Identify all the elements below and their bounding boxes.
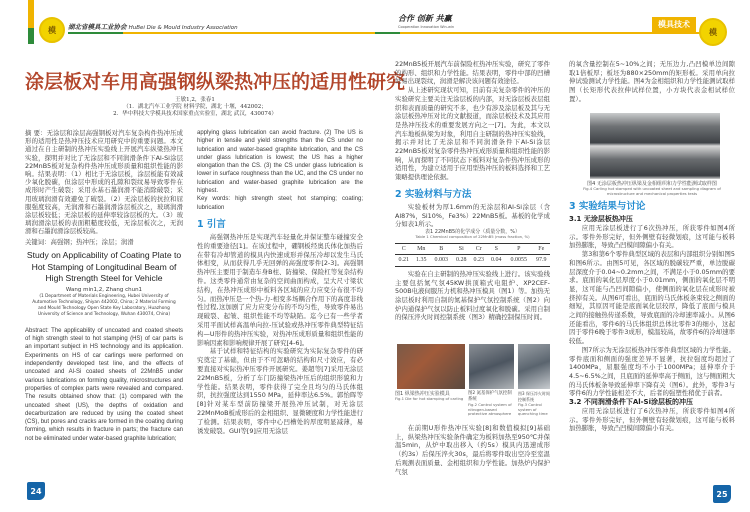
figure-3-image [518, 344, 550, 389]
table-header-row [395, 243, 550, 255]
right-col2-paragraph-1: 的氧含量控制在5~10%之间；无压边力,凸凹模单边间隙取1倍板厚；板坯为880×250mm的矩形板。采用单向拉伸试验测试力学性能。图4为金相组织和力学性能测试取样图（长矩形代表拉伸试样位置，小方块代表金相试样位置）。 [569, 60, 735, 103]
figure-2-caption [468, 391, 516, 417]
page-number-left: 24 [27, 482, 45, 500]
figure-3-caption-cn: 图3 保压淬火时间控制系统 [518, 391, 550, 402]
abstract-en-part2: applying glass lubrication can avoid fracture. (2) The US is higher in tensile and yield strengths than the CS under no lubrication and water-based graphite lubrication, and the CS under glass lubrication is lowest; the US has a higher elongation than the CS. (3) the CS under glass lubrication is lower in surface roughness than the UC, and the CS under no lubrication and water-based graphite lubrication are the highest. [197, 130, 363, 195]
slogan: 合作 创新 共赢 [398, 14, 452, 23]
header-rule-yellow [123, 32, 375, 34]
table-row [395, 255, 550, 267]
abstract-en-part1: Abstract: The applicability of uncoated and coated sheets of high strength steel to hot stamping (HS) of car parts is an important subject in HS technology and its application. Experiments on HS of car carlings were performed on independently developed test line, and the effects of uncoated and Al-Si coated sheets of 22MnB5 under various lubrications on forming quality, microstructures and properties of complex parts were revealed and compared. The results obtained show that: (1) compared with the uncoated sheet (US), the depths of oxidation and decarburization are reduced by using the coated sheet (CS), but pores and cracks are formed in the coating during forming, which results in fracture in parts; the fracture can not be eliminated under water-based graphite lubrication; [25, 327, 183, 442]
title-en: Study on Applicability of Coating Plate to Hot Stamping of Longitudinal Beam of High Strength Steel for Vehicle [26, 250, 182, 284]
section-3-heading: 3 实验结果与讨论 [569, 201, 646, 212]
table-header-cell: Mn [417, 245, 426, 252]
figure-2-caption-en: Fig.2 Control system of nitrogen-based protective atmosphere [468, 402, 512, 417]
header-rule-green [68, 32, 123, 34]
figure-4-image [590, 113, 720, 179]
authors: 王敏1,2，张春1 [175, 97, 215, 103]
figure-3-caption-en: Fig.3 Control system of quenching time [518, 402, 548, 417]
section-tag: 模具技术 [652, 17, 696, 32]
left-column-2 [197, 129, 363, 435]
section-3-1-heading: 3.1 无涂层板热冲压 [569, 215, 633, 223]
affiliation-1: （1．湖北汽车工业学院 材料学院，湖北 十堰，442002； [123, 104, 267, 110]
table-cell: 0.28 [456, 257, 467, 264]
section-2-paragraph-3-text: 在前期U形件热冲压实验[8]和数值模拟[9]基础上，纵梁热冲压实验条件确定为板料加热至950℃并保温5min，从炉中取出移入（约5s）模具内迅速成形（约3s）后保压淬火30s，最后将零件取出空冷至室温后观测表面质量、金相组织和力学性能。加热炉内保护气氛 [395, 424, 550, 476]
figure-2-image [469, 344, 514, 389]
figure-4-caption [569, 181, 735, 196]
section-3-2-paragraph-1: 应用无涂层板进行了6次热冲压，所获零件如图4所示。零件外形完好，但外侧壁有轻微划痕，这可能与板料加热膨胀，导致凸凹模间隙偏小有关。 [569, 407, 735, 433]
figure-1-caption [395, 391, 467, 402]
page-number-right: 25 [713, 485, 731, 503]
section-3-1-paragraph-2: 第3和第6个零件典型区域的表层和内部组织分别如图5和图6所示。由图5可见，各区域的脱碳较严重，单边脱碳层深度介于0.04~0.2mm之间，不满足小于0.05mm的要求。底面的氧化层厚度小于0.01mm，侧面的氧化层不明显，这可能与凸凹间隙偏小，使侧面的氧化层在成形时被挤掉有关。从图6可看出，底面的马氏体板条束较之侧面的细短，其原因可能是底面氧化层较厚，降低了底面与模具之间的接触热传递系数，导致底面的冷却速率减小。从图6还能看出，零件6的马氏体组织总体比零件3的细小，这起因于零件6晚于零件3成形，模温较高，故零件6的冷却速率较低。 [569, 250, 735, 346]
section-2-paragraph-1: 实验板材为厚1.6mm的无涂层和Al-Si涂层（含Al87%，Si10%，Fe3%）22MnB5板。基板的化学成分如表1所示。 [395, 202, 550, 229]
keywords-cn: 关键词：高强钢；热冲压；涂层；润滑 [25, 237, 134, 246]
right-paragraph-1: 22MnB5板开展汽车前保险杠热冲压实验，研究了零件的构形、组织和力学性能。结果表明，零件中部的凹槽处易出现裂纹，润滑是解决该问题有效途径。 [395, 60, 550, 86]
section-2-heading: 2 实验材料与方法 [395, 188, 472, 200]
affiliation-en: (1 Department of Materials Engineering, Hubei University of Automotive Technology, Shiyan 442002, China; 2 Material Forming and Mould Technology Open State Key Laboratory, Huazhong University of Science and Technology, Wuhan 430074, China) [32, 293, 176, 317]
figure-2-caption-cn: 图2 氮基保护气氛控制系统 [468, 391, 512, 402]
section-3-1-paragraph-1: 应用无涂层板进行了6次热冲压，所获零件如图4所示。零件外形完好，但外侧壁有轻微划痕，这可能与板料加热膨胀，导致凸凹模间隙偏小有关。 [569, 224, 735, 250]
association-name-cn: 湖北省模具工业协会 [68, 23, 127, 31]
table-cell: 0.003 [434, 257, 448, 264]
table-1-caption-en: Table 1 Chemical composition of 22MnB5 (mass fraction, %) [415, 233, 530, 239]
abstract-cn: 摘 要：无涂层和涂层高强钢板对汽车复杂构件热冲压成形的适用性是热冲压技术应用研究中的重要问题。本文通过在自主研制的热冲压实验线上开展汽车纵梁热冲压实验，探明并对比了无涂层和不同润滑条件下Al-Si涂层22MnB5板对复杂构件热冲压成形质量和组织性能的影响。结果表明：（1）相比于无涂层板，涂层板能有效减少氧化脱碳，但涂层中形成的孔隙和裂纹易导致零件在成形时产生破裂；采用水基石墨润滑不能消除破裂；采用玻璃润滑有效避免了破裂。（2）无涂层板的抗拉和屈服强度较高，无润滑和石墨润滑涂层板次之，玻璃润滑涂层板较低；无涂层板的延伸率较涂层板的大。（3）玻璃润滑涂层板的表面粗糙度较低，无涂层板次之，无润滑和石墨润滑涂层板较高。 [25, 129, 183, 236]
table-cell: 0.04 [491, 257, 502, 264]
table-cell: 1.35 [416, 257, 427, 264]
affiliation-2: 2．华中科技大学模具技术国家重点实验室，湖北 武汉，430074） [113, 111, 277, 117]
header-yellow-bar [28, 0, 34, 28]
table-header-cell: Si [458, 245, 464, 252]
table-cell: 0.23 [473, 257, 484, 264]
section-3-1-paragraph-3: 图7所示为无涂层板热冲压零件典型区域的力学性能。零件底面和侧面的强度差异不显著，抗拉强度均超过了1400MPa，屈服强度均不小于1000MPa；延伸率介于4.5~6.5%之间，且底面的延伸率高于侧面，这与侧面粗大的马氏体板条导致延伸率下降有关（图6）。此外，零件3与零件6的力学性能相差不大，后者的强塑性稍优于前者。 [569, 345, 735, 398]
table-1 [395, 243, 550, 267]
section-2-paragraph-3 [395, 424, 550, 476]
table-header-cell: S [494, 245, 498, 252]
figure-1-caption-en: Fig.1 Die for hot stamping of carling [395, 396, 464, 401]
right-paragraph-2: 从上述研究现状可知，目前有关复杂零件的冲压的实验研究主要关注无涂层板的内部，对无涂层板表层组织和表面质量的研究不多，也少有涉及涂层板及其与无涂层板热冲压对比的文献报道，而涂层板技术及其应用是热冲压技术的重要发展方向之一[7]。为此，本文以汽车地板纵梁为对象，利用自主研制的热冲压实验线，揭示并对比了无涂层和不同润滑条件下Al-Si涂层22MnB5板对复杂零件热冲压成形质量和组织性能的影响，从而探明了不同状态下板料对复杂件热冲压成形的适用性，为建立适用于应用型热冲压的板料选择和工艺策略提供理论依据。 [395, 86, 550, 182]
section-1-heading: 1 引言 [197, 218, 226, 230]
table-header-cell: Fe [538, 245, 545, 252]
association-logo: 模 [39, 17, 65, 43]
table-cell: 0.21 [398, 257, 409, 264]
table-cell: 0.0055 [510, 257, 527, 264]
table-header-cell: B [439, 245, 444, 252]
table-1-caption: 表1 22MnB5的化学成分（质量分数，%） [425, 228, 520, 235]
authors-en: Wang min1,2, Zhang chun1 [65, 286, 143, 293]
section-1-paragraph-1: 高强钢热冲压是实现汽车轻量化并保证整车碰撞安全性的重要途径[1]。在该过程中，硼钢板经奥氏体化加热后在带有冷却管道的模具内快速成形并保压冷却以发生马氏体相变，从而获得几乎无回弹的高强度零件[2-3]。高强钢热冲压主要用于制造车身B柱、防撞梁、保险杠等复杂结构件。这类零件通常由复杂的空间曲面构成，呈大尺寸梁状结构，在热冲压成形中板料各区域的应力应变分布很不均匀。而热冲压是一个热-力-相变多场耦合作用下的高度非线性过程,这加剧了应力应变分布的不均匀性，导致零件易出现破裂、起皱、组织性能不均等缺陷。迄今已有一些学者采用平面试样高温单向拉-压试验或热冲压零件典型特征结构—U形件的热冲压实验，对热冲压成形质量和组织性能的影响因素和影响规律开展了研究[4-6]。 [197, 232, 363, 347]
section-2-paragraph-2: 实验在自主研制的热冲压实验线上进行。该实验线主要包括氮气氛45KW拱顶箱式电阻炉、XP2CEF-500B电液伺服压力机和热冲压模具（图1）等。加热无涂层板时利用自制的氮基保护气氛控制系统（图2）向炉内通保护气氛以防止板料过度氧化和脱碳。采用自制的保压淬火时间控制系统（图3）精确控制保压时间。 [395, 269, 550, 322]
association-logo-right: 模 [699, 18, 727, 46]
keywords-en: Key words: high strength steel; hot stamping; coating; lubrication [197, 196, 363, 211]
association-name [68, 22, 238, 31]
header-rule-green-right [375, 32, 400, 34]
right-column-1 [395, 60, 550, 322]
section-3-2-heading: 3.2 不同润滑条件下Al-Si涂层板的冲压 [569, 398, 694, 407]
table-header-cell: C [401, 245, 406, 252]
figure-3-caption [518, 391, 553, 417]
slogan-en: Cooperation Innovation Win-win [398, 25, 455, 29]
figure-1-caption-cn: 图1 纵梁热冲压实验模具 [395, 391, 450, 397]
right-column-2 [569, 201, 735, 433]
table-header-cell: Cr [475, 245, 482, 252]
association-name-en: HuBei Die & Mould Industry Association [128, 25, 238, 31]
figure-1-image [397, 344, 465, 389]
table-header-cell: P [517, 245, 521, 252]
header-rule-yellow-right [400, 32, 700, 34]
figure-4-caption-cn: 图4 无涂层板热冲压纵梁及金相组织和力学性能测试取样图 [587, 181, 717, 187]
right-column-2-top [569, 60, 735, 104]
figure-4-caption-en: Fig.4 Carling hot stamped with uncoated sheet and sampling diagram of microstructure and mechanical properties tests [583, 186, 721, 196]
left-column-1 [25, 129, 183, 443]
table-cell: 97.9 [536, 257, 547, 264]
article-title: 涂层板对车用高强钢纵梁热冲压的适用性研究 [25, 71, 406, 93]
section-1-paragraph-2: 基于试样和特征结构的实验研究为实际复杂零件的研究奠定了基础，但由于不可忽略的结构和尺寸效应，有必要直接对实际热冲压零件开展研究。姜超等[7]采用无涂层22MnB5板，分析了车门防撞梁热冲压后的组织形貌和力学性能。结果表明，零件获得了完全且均匀的马氏体组织，抗拉强度达到1550 MPa，延伸率达6.5%。郭怡晖等[8]针对某车型前防撞梁开展热冲压试制，对无涂层22MnMoB板成形后的金相组织、显微硬度和力学性能进行了检测。结果表明，零件中心凹槽处的厚度明显减薄，易诱发破裂。GUI等[9]应用无涂层 [197, 347, 363, 435]
header-green-bar [28, 28, 34, 44]
